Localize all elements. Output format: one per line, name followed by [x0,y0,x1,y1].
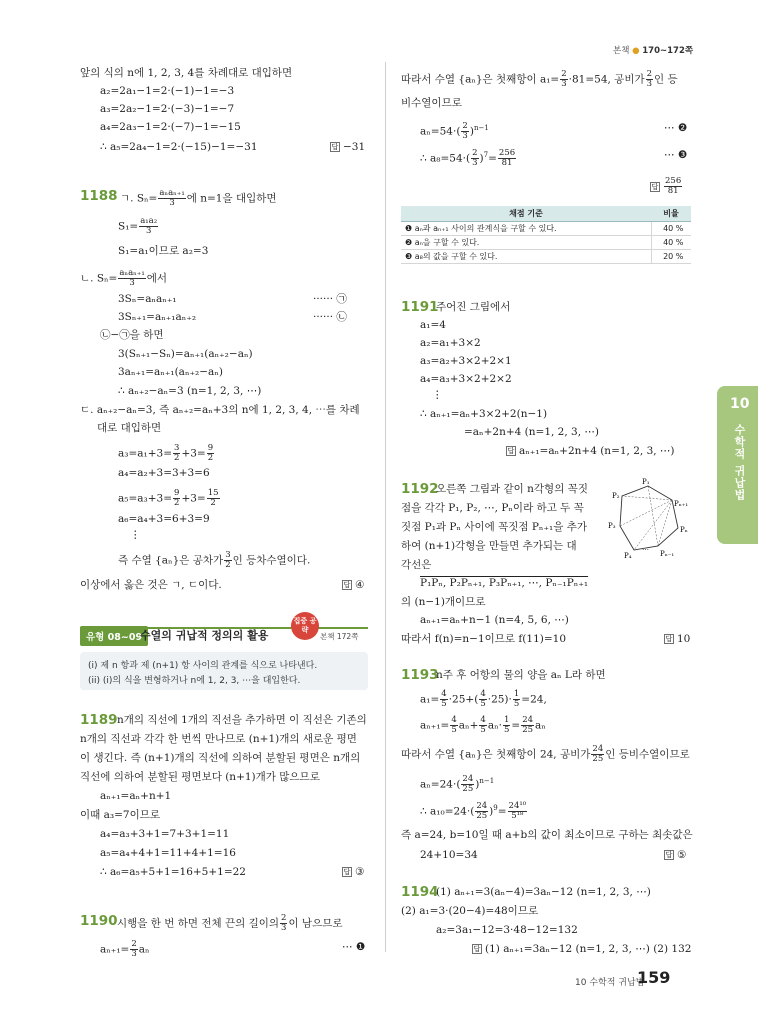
vertex-label: P₃ [608,522,616,530]
vertex-label: Pₙ₊₁ [674,500,689,508]
equation: a₄=a₂+3=3+3=6 [118,467,210,479]
chapter-title: 수학적 귀납법 [733,424,746,501]
problem-number: 1191 [401,299,439,315]
fraction: $\frac{9}{2}$ [207,443,214,463]
equation: a₄=a₃+3×2+2×2 [420,373,512,385]
table-row [401,221,691,235]
answer-icon: 답 [665,635,673,643]
page-reference: 본책 ● 170~172쪽 [613,46,694,56]
polygon-figure [600,478,708,560]
equation: (1) aₙ₊₁=3(aₙ−4)=3aₙ−12 (n=1, 2, 3, ⋯) [436,886,651,898]
fraction: $\frac{24}{25}$ [476,801,488,821]
fraction: $\frac{2}{3}$ [472,148,478,168]
equation: 3Sₙ=aₙaₙ₊₁ [118,293,177,305]
equation: ∴ a₁₀=24·( $\frac{24}{25}$ )$^9$= $\frac{\text{24¹⁰}}{\text{5¹⁸}}$ [420,801,527,821]
problem-number: 1188 [80,188,118,204]
answer: 답 (1) aₙ₊₁=3aₙ−12 (n=1, 2, 3, ⋯) (2) 132 [473,943,692,955]
fraction: $\frac{2}{3}$ [462,121,468,141]
equation: a₄=a₃+3+1=7+3+1=11 [100,828,230,840]
text-line: 즉 a=24, b=10일 때 a+b의 값이 최소이므로 구하는 최솟값은 [401,829,693,841]
fraction: $\frac{\text{aₙaₙ₊₁}}{3}$ [119,268,145,288]
dots-label: ⋯ [642,546,649,554]
fraction: $\frac{256}{81}$ [665,176,682,196]
problem-number: 1194 [401,884,439,900]
equation: a₁= $\frac{4}{5}$ ·25+( $\frac{4}{5}$ ·25)· $\frac{1}{5}$ =24, [420,689,547,709]
fraction: $\frac{24}{25}$ [522,715,534,735]
bullet-icon: ● [632,46,640,56]
text-line: 이상에서 옳은 것은 ㄱ, ㄷ이다. [80,579,222,591]
diagonal-line [622,496,672,500]
fraction: $\frac{4}{5}$ [451,715,457,735]
ratio-cell: 20 % [651,249,691,263]
ratio-cell: 40 % [651,221,691,235]
equation: aₙ₊₁=aₙ+n+1 [100,790,172,802]
footer-section: 10 수학적 귀납법 [575,978,645,988]
criteria-cell: ❷ aₙ을 구할 수 있다. [401,235,651,249]
diagonal-line [648,486,658,546]
equation: ∴ a₈=54·( $\frac{2}{3}$ )$^7$= $\frac{256}{81}$ [420,148,516,168]
vertex-label: P₄ [624,552,632,560]
column-divider [385,62,386,952]
grading-table [401,206,691,264]
page-number: 159 [637,968,671,987]
note-line: (ii) (i)의 식을 변형하거나 n에 1, 2, 3, ⋯을 대입한다. [88,676,301,686]
header-criteria: 채점 기준 [401,206,651,221]
fraction: $\frac{3}{2}$ [174,443,180,463]
answer: 답 10 [665,633,691,645]
answer-icon: 답 [343,868,351,876]
text-line: 짓점 P₁과 Pₙ 사이에 꼭짓점 Pₙ₊₁을 추가 [401,521,587,533]
fraction: $\frac{4}{5}$ [441,689,447,709]
equation: a₅=a₄+4+1=11+4+1=16 [100,847,236,859]
text-line: ㄷ. aₙ₊₂−aₙ=3, 즉 aₙ₊₂=aₙ+3의 n에 1, 2, 3, 4, ⋯를 차례 [80,404,360,416]
fraction: $\frac{4}{5}$ [480,715,486,735]
table-row [401,235,691,249]
step-tag: ⋯ ❸ [664,149,688,161]
text-line: (2) a₁=3·(20−4)=48이므로 [401,905,539,917]
note-line: (i) 제 n 항과 제 (n+1) 항 사이의 관계를 식으로 나타낸다. [88,661,318,671]
equation: ∴ a₆=a₅+5+1=16+5+1=22 [100,866,246,878]
vertical-dots: ⋮ [432,389,443,401]
equation: 3(Sₙ₊₁−Sₙ)=aₙ₊₁(aₙ₊₂−aₙ) [118,348,253,360]
fraction: $\frac{\text{aₙaₙ₊₁}}{3}$ [159,188,185,208]
answer: 답 ④ [343,579,365,591]
fraction: $\frac{1}{5}$ [513,689,520,709]
type-tag: 유형 08~09 [80,626,148,646]
equation: a₁=4 [420,319,446,331]
polygon-shape [620,486,678,550]
fraction: $\frac{15}{2}$ [207,488,219,508]
text-line: 오른쪽 그림과 같이 n각형의 꼭짓 [436,483,588,495]
equation: 3aₙ₊₁=aₙ₊₁(aₙ₊₂−aₙ) [118,366,223,378]
equation: aₙ=54·( $\frac{2}{3}$ )$^{n-1}$ [420,121,489,141]
vertex-label: Pₙ [680,526,688,534]
method-note [80,652,368,690]
step-tag: ⋯ ❶ [342,941,366,953]
text-line: ㄱ. Sₙ= $\frac{\text{aₙaₙ₊₁}}{3}$ 에 n=1을 대입하면 [120,188,277,208]
fraction: $\frac{2}{3}$ [281,913,287,933]
answer: 답 ③ [343,866,365,878]
answer: 답 ⑤ [665,849,687,861]
equation: ∴ aₙ₊₁=aₙ+3×2+2(n−1) [420,408,548,420]
text-line: 이 생긴다. 즉 (n+1)개의 직선에 의하여 분할된 평면은 n개의 [80,752,361,764]
text-line: 따라서 f(n)=n−1이므로 f(11)=10 [401,633,567,645]
fraction: $\frac{256}{81}$ [498,148,516,168]
text-line: 점을 각각 P₁, P₂, ⋯, Pₙ이라 하고 두 꼭 [401,502,584,514]
answer-icon: 답 [331,143,339,151]
chapter-side-tab [717,386,758,544]
fraction: $\frac{9}{2}$ [174,488,180,508]
focus-badge: 집중 공략 [291,612,319,640]
text-line: ㄴ. Sₙ= $\frac{\text{aₙaₙ₊₁}}{3}$ 에서 [80,268,168,288]
equation: a₃=2a₂−1=2·(−3)−1=−7 [100,103,235,115]
equation: S₁=a₁이므로 a₂=3 [118,245,209,257]
type-title: 수열의 귀납적 정의의 활용 [140,629,269,642]
text-line: n개의 직선과 각각 한 번씩 만나므로 (n+1)개의 새로운 평면 [80,733,357,745]
equation-tag: ······ ㉡ [313,311,347,323]
text-line: 앞의 식의 n에 1, 2, 3, 4를 차례대로 대입하면 [80,67,293,79]
vertex-label: P₁ [642,478,650,486]
fraction: $\frac{4}{5}$ [480,689,486,709]
problem-number: 1192 [401,481,439,497]
equation: 3Sₙ₊₁=aₙ₊₁aₙ₊₂ [118,311,197,323]
diagonal-line [634,500,672,550]
text-line: n개의 직선에 1개의 직선을 추가하면 이 직선은 기존의 [117,714,367,726]
text-line: 주어진 그림에서 [436,301,511,313]
text-line: 의 (n−1)개이므로 [401,596,486,608]
equation: a₂=3a₁−12=3·48−12=132 [436,924,578,936]
vertex-label: P₂ [612,492,620,500]
equation: ∴ aₙ₊₂−aₙ=3 (n=1, 2, 3, ⋯) [118,385,262,397]
problem-number: 1193 [401,667,439,683]
text-line: 즉 수열 {aₙ}은 공차가 $\frac{3}{2}$ 인 등차수열이다. [118,550,311,570]
text-line: 시행을 한 번 하면 전체 끈의 길이의 $\frac{2}{3}$ 이 남으므로 [117,913,343,933]
text-line: 각선은 [401,559,432,571]
fraction: $\frac{1}{5}$ [503,715,510,735]
text-line: 하여 (n+1)각형을 만들면 추가되는 대 [401,540,577,552]
step-tag: ⋯ ❷ [664,122,688,134]
equation: =aₙ+2n+4 (n=1, 2, 3, ⋯) [464,426,599,438]
fraction: $\frac{\text{24¹⁰}}{\text{5¹⁸}}$ [508,801,527,821]
equation: a₂=a₁+3×2 [420,337,481,349]
fraction: $\frac{3}{2}$ [225,550,231,570]
problem-number: 1190 [80,913,118,929]
text-line: ㉡−㉠을 하면 [100,329,164,341]
table-header [401,206,691,221]
equation: P₁Pₙ, P₂Pₙ₊₁, P₃Pₙ₊₁, ⋯, Pₙ₋₁Pₙ₊₁ [420,577,589,589]
equation: ∴ a₅=2a₄−1=2·(−15)−1=−31 [100,141,258,153]
fraction: $\frac{2}{3}$ [561,69,567,89]
equation: a₂=2a₁−1=2·(−1)−1=−3 [100,85,235,97]
table-row [401,249,691,263]
ratio-cell: 40 % [651,235,691,249]
equation: S₁= $\frac{\text{a₁a₂}}{3}$ [118,216,158,236]
header-ratio: 비율 [651,206,691,221]
criteria-cell: ❶ aₙ과 aₙ₊₁ 사이의 관계식을 구할 수 있다. [401,221,651,235]
text-line: 이때 a₃=7이므로 [80,809,160,821]
equation: aₙ=24·( $\frac{24}{25}$ )$^{n-1}$ [420,774,495,794]
answer: 답 −31 [331,141,366,153]
fraction: $\frac{\text{a₁a₂}}{3}$ [140,216,158,236]
text-line: 대로 대입하면 [97,422,162,434]
diagonal-line [620,500,672,526]
answer-icon: 답 [651,182,659,191]
type-reference: 본책 172쪽 [320,632,359,641]
text-line: 따라서 수열 {aₙ}은 첫째항이 24, 공비가 $\frac{24}{25}$ 인 등비수열이므로 [401,744,690,764]
equation: a₃=a₁+3= $\frac{3}{2}$ +3= $\frac{9}{2}$ [118,443,214,463]
text-line: 따라서 수열 {aₙ}은 첫째항이 a₁= $\frac{2}{3}$ ·81=54, 공비가 $\frac{2}{3}$ 인 등 [401,69,678,89]
text-line: 비수열이므로 [401,97,462,109]
equation: a₄=2a₃−1=2·(−7)−1=−15 [100,121,241,133]
fraction: $\frac{24}{25}$ [592,744,604,764]
equation: aₙ₊₁= $\frac{4}{5}$ aₙ+ $\frac{4}{5}$ aₙ· $\frac{1}{5}$ = $\frac{24}{25}$ aₙ [420,715,546,735]
equation: aₙ₊₁= $\frac{2}{3}$ aₙ [100,939,150,959]
answer-icon: 답 [473,945,481,953]
problem-number: 1189 [80,712,118,728]
chapter-number: 10 [730,396,750,412]
answer [650,177,683,196]
equation: a₆=a₄+3=6+3=9 [118,513,210,525]
equation: aₙ₊₁=aₙ+n−1 (n=4, 5, 6, ⋯) [420,614,569,626]
answer-icon: 답 [665,851,673,859]
equation-tag: ······ ㉠ [313,293,347,305]
answer-icon: 답 [343,581,351,589]
fraction: $\frac{2}{3}$ [131,939,137,959]
fraction: $\frac{2}{3}$ [646,69,653,89]
vertex-label: Pₙ₋₁ [660,550,675,558]
text-line: n주 후 어항의 물의 양을 aₙ L라 하면 [436,669,606,681]
equation: a₃=a₂+3×2+2×1 [420,355,512,367]
fraction: $\frac{24}{25}$ [462,774,474,794]
criteria-cell: ❸ a₈의 값을 구할 수 있다. [401,249,651,263]
text-line: 직선에 의하여 분할된 평면보다 (n+1)개가 많으므로 [80,771,320,783]
equation: a₅=a₃+3= $\frac{9}{2}$ +3= $\frac{15}{2}$ [118,488,219,508]
vertical-dots: ⋮ [130,529,141,541]
equation: 24+10=34 [420,849,478,861]
answer-icon: 답 [507,447,515,455]
answer: 답 aₙ₊₁=aₙ+2n+4 (n=1, 2, 3, ⋯) [507,445,675,457]
